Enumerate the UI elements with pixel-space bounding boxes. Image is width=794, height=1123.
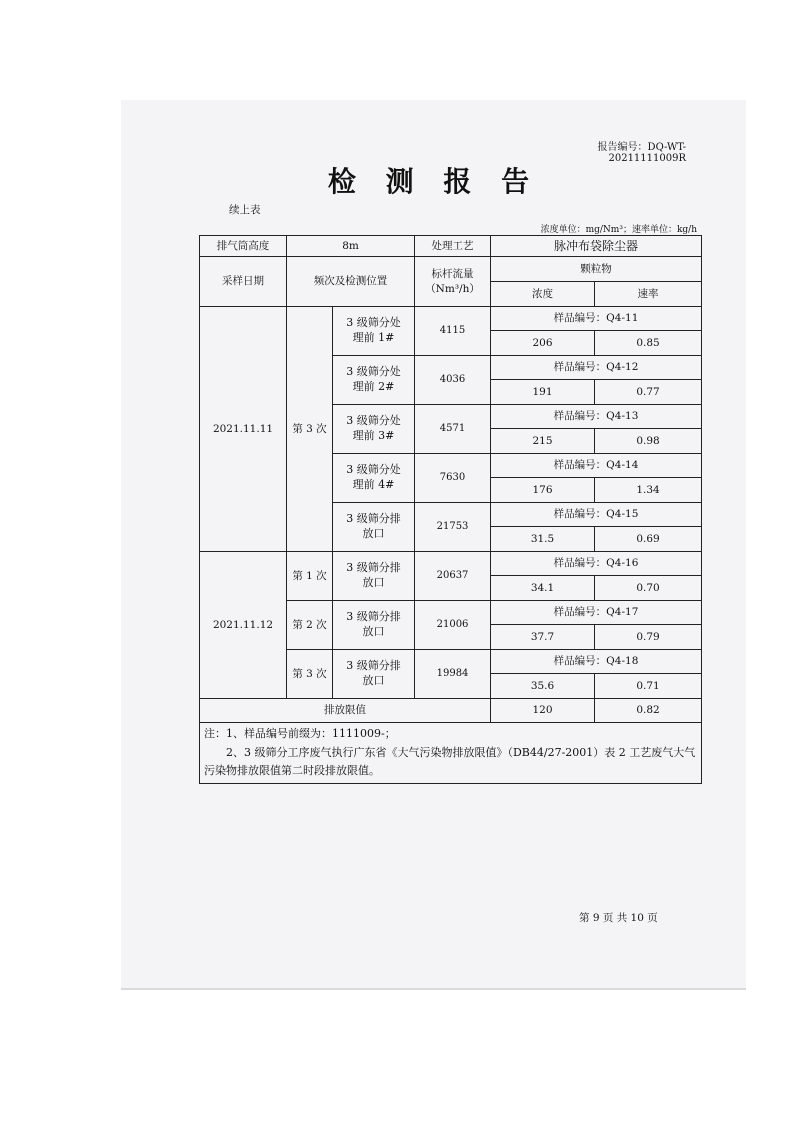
flow-value: 21753 bbox=[415, 503, 491, 552]
date-label: 采样日期 bbox=[200, 257, 287, 307]
rate-header: 速率 bbox=[595, 282, 702, 307]
flow-value: 7630 bbox=[415, 454, 491, 503]
limit-conc: 120 bbox=[491, 699, 595, 723]
rate-value: 0.77 bbox=[595, 380, 702, 405]
table-row bbox=[200, 257, 702, 282]
limit-rate: 0.82 bbox=[595, 699, 702, 723]
conc-value: 176 bbox=[491, 478, 595, 503]
table-row bbox=[200, 723, 702, 784]
conc-value: 206 bbox=[491, 331, 595, 356]
flow-unit: （Nm³/h） bbox=[425, 282, 480, 295]
stack-height-label: 排气筒高度 bbox=[200, 236, 287, 257]
flow-header bbox=[415, 257, 491, 307]
sample-id: 样品编号：Q4-11 bbox=[491, 307, 702, 331]
report-number: 报告编号：DQ-WT-20211111009R bbox=[597, 142, 686, 164]
frequency: 第 3 次 bbox=[287, 307, 333, 552]
rate-value: 0.69 bbox=[595, 527, 702, 552]
rate-value: 0.98 bbox=[595, 429, 702, 454]
document-page bbox=[121, 100, 746, 990]
note-2: 2、3 级筛分工序废气执行广东省《大气污染物排放限值》（DB44/27-2001）表 2 工艺废气大气污染物排放限值第二时段排放限值。 bbox=[204, 745, 696, 778]
flow-value: 20637 bbox=[415, 552, 491, 601]
frequency: 第 2 次 bbox=[287, 601, 333, 650]
frequency: 第 1 次 bbox=[287, 552, 333, 601]
location: 3 级筛分处 理前 4# bbox=[333, 454, 415, 503]
stack-height-value: 8m bbox=[287, 236, 415, 257]
note-1: 注：1、样品编号前缀为：1111009-； bbox=[204, 727, 396, 740]
table-row bbox=[200, 236, 702, 257]
conc-header: 浓度 bbox=[491, 282, 595, 307]
results-table bbox=[199, 235, 702, 784]
table-row bbox=[200, 552, 702, 576]
sample-id: 样品编号：Q4-13 bbox=[491, 405, 702, 429]
document-title: 检 测 报 告 bbox=[327, 165, 540, 198]
sample-id: 样品编号：Q4-18 bbox=[491, 650, 702, 674]
table-row bbox=[200, 699, 702, 723]
location: 3 级筛分排 放口 bbox=[333, 601, 415, 650]
sampling-date: 2021.11.11 bbox=[200, 307, 287, 552]
conc-value: 35.6 bbox=[491, 674, 595, 699]
rate-value: 0.79 bbox=[595, 625, 702, 650]
units-note: 浓度单位：mg/Nm³；速率单位：kg/h bbox=[540, 225, 697, 235]
rate-value: 0.70 bbox=[595, 576, 702, 601]
process-label: 处理工艺 bbox=[415, 236, 491, 257]
sample-id: 样品编号：Q4-17 bbox=[491, 601, 702, 625]
flow-value: 19984 bbox=[415, 650, 491, 699]
page-number: 第 9 页 共 10 页 bbox=[579, 912, 658, 924]
sampling-date: 2021.11.12 bbox=[200, 552, 287, 699]
continued-label: 续上表 bbox=[229, 204, 261, 216]
conc-value: 215 bbox=[491, 429, 595, 454]
location: 3 级筛分排 放口 bbox=[333, 650, 415, 699]
rate-value: 0.85 bbox=[595, 331, 702, 356]
conc-value: 37.7 bbox=[491, 625, 595, 650]
flow-value: 4036 bbox=[415, 356, 491, 405]
limit-label: 排放限值 bbox=[200, 699, 491, 723]
conc-value: 34.1 bbox=[491, 576, 595, 601]
flow-value: 21006 bbox=[415, 601, 491, 650]
frequency: 第 3 次 bbox=[287, 650, 333, 699]
flow-value: 4571 bbox=[415, 405, 491, 454]
flow-value: 4115 bbox=[415, 307, 491, 356]
sample-id: 样品编号：Q4-12 bbox=[491, 356, 702, 380]
pollutant-label: 颗粒物 bbox=[491, 257, 702, 282]
flow-label: 标杆流量 bbox=[431, 268, 474, 281]
location: 3 级筛分排 放口 bbox=[333, 552, 415, 601]
process-value: 脉冲布袋除尘器 bbox=[491, 236, 702, 257]
freq-location-label: 频次及检测位置 bbox=[287, 257, 415, 307]
sample-id: 样品编号：Q4-15 bbox=[491, 503, 702, 527]
sample-id: 样品编号：Q4-14 bbox=[491, 454, 702, 478]
location: 3 级筛分处 理前 1# bbox=[333, 307, 415, 356]
conc-value: 31.5 bbox=[491, 527, 595, 552]
conc-value: 191 bbox=[491, 380, 595, 405]
location: 3 级筛分排 放口 bbox=[333, 503, 415, 552]
table-row bbox=[200, 307, 702, 331]
location: 3 级筛分处 理前 2# bbox=[333, 356, 415, 405]
rate-value: 0.71 bbox=[595, 674, 702, 699]
rate-value: 1.34 bbox=[595, 478, 702, 503]
table-notes bbox=[200, 723, 702, 784]
location: 3 级筛分处 理前 3# bbox=[333, 405, 415, 454]
sample-id: 样品编号：Q4-16 bbox=[491, 552, 702, 576]
